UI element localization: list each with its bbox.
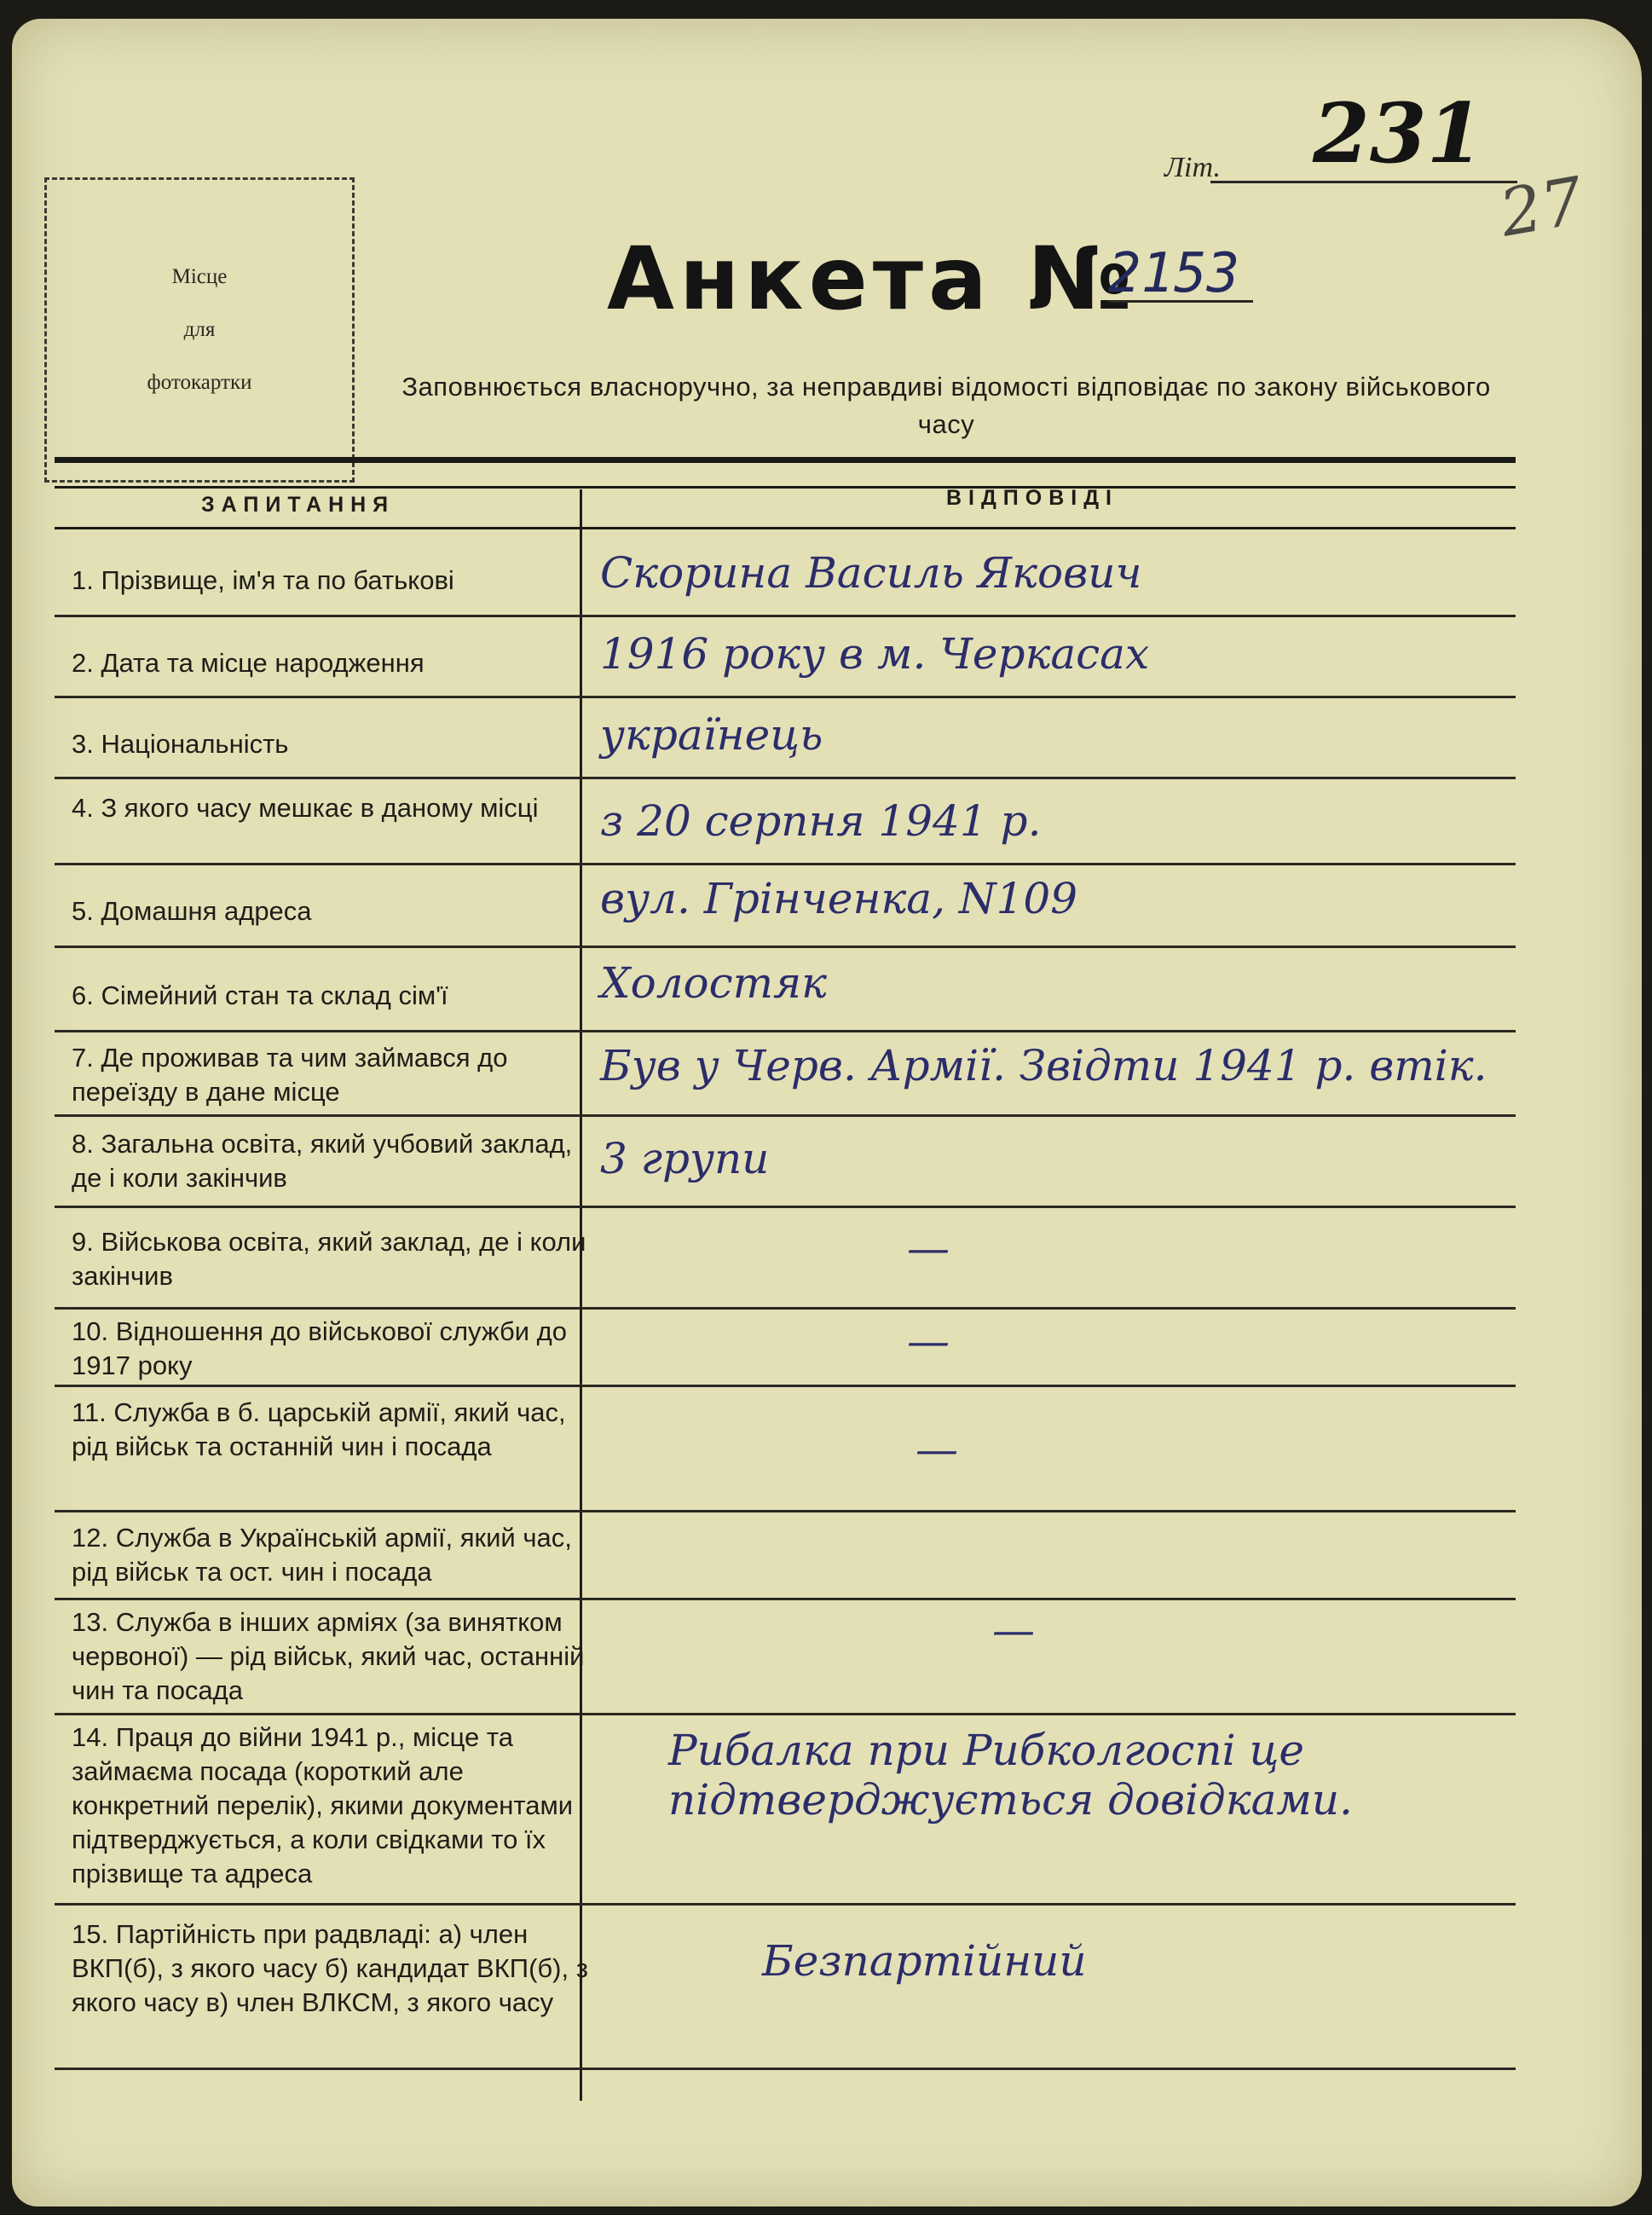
question-text: 10. Відношення до військової служби до 1917 року xyxy=(72,1316,568,1380)
answer-text: — xyxy=(992,1605,1035,1655)
table-row xyxy=(55,1208,1516,1310)
answers-column-header: ВІДПОВІДІ xyxy=(946,486,1118,510)
answer-text: Безпартійний xyxy=(762,1936,1087,1986)
form-number: 2153 xyxy=(1108,242,1240,305)
photo-placeholder xyxy=(44,177,355,483)
page-number: 27 xyxy=(1494,162,1589,252)
table-row xyxy=(55,698,1516,779)
photo-label-1: Місце xyxy=(171,265,228,288)
question-text: 12. Служба в Українській армії, який час, рід військ та ост. чин і посада xyxy=(72,1523,572,1587)
question-text: 8. Загальна освіта, який учбовий заклад, де і коли закінчив xyxy=(72,1129,573,1193)
answer-text: Холостяк xyxy=(600,958,828,1008)
header-thick-rule xyxy=(55,457,1516,463)
table-row xyxy=(55,1387,1516,1512)
table-row xyxy=(55,1117,1516,1208)
question-text: 1. Прізвище, ім'я та по батькові xyxy=(72,565,454,595)
table-row xyxy=(55,779,1516,865)
photo-label-2: для xyxy=(183,318,216,341)
lit-label: Літ. xyxy=(1164,152,1221,183)
question-text: 14. Праця до війни 1941 р., місце та займаєма посада (короткий але конкретний перелік), якими документами підтверджується, а коли свідками то їх прізвище та адреса xyxy=(72,1722,574,1888)
answer-text: Скорина Василь Якович xyxy=(600,548,1142,598)
question-text: 11. Служба в б. царській армії, який час, рід військ та останній чин і посада xyxy=(72,1397,566,1461)
form-subtitle: Заповнюється власноручно, за неправдиві відомості відповідає по закону військового часу xyxy=(401,372,1491,439)
answer-text: — xyxy=(907,1223,950,1273)
table-row xyxy=(55,1512,1516,1600)
photo-label-3: фотокартки xyxy=(147,371,252,394)
question-text: 6. Сімейний стан та склад сім'ї xyxy=(72,980,448,1010)
question-text: 7. Де проживав та чим займався до переїзду в дане місце xyxy=(72,1043,508,1107)
questions-column-header: ЗАПИТАННЯ xyxy=(201,493,396,517)
answer-text: з 20 серпня 1941 р. xyxy=(600,796,1042,846)
lit-number: 231 xyxy=(1313,85,1484,182)
question-text: 2. Дата та місце народження xyxy=(72,648,425,678)
header-thin-rule xyxy=(55,486,1516,489)
question-text: 15. Партійність при радвладі: а) член ВКП(б), з якого часу б) кандидат ВКП(б), з якого часу в) член ВЛКСМ, з якого часу xyxy=(72,1919,588,2017)
question-text: 9. Військова освіта, який заклад, де і коли закінчив xyxy=(72,1227,586,1291)
form-number-underline xyxy=(1108,300,1253,303)
answer-text: Рибалка при Рибколгоспі це підтверджується довідками. xyxy=(668,1726,1353,1825)
answer-text: 3 групи xyxy=(600,1134,770,1183)
table-row xyxy=(55,865,1516,948)
question-text: 5. Домашня адреса xyxy=(72,896,312,926)
question-text: 13. Служба в інших арміях (за винятком червоної) — рід військ, який час, останній чин та посада xyxy=(72,1607,585,1705)
table-row xyxy=(55,948,1516,1032)
table-row xyxy=(55,1715,1516,1906)
answer-text: — xyxy=(907,1316,950,1366)
table-row xyxy=(55,1310,1516,1387)
form-title: Анкета № xyxy=(607,228,1137,330)
table-row xyxy=(55,1032,1516,1117)
question-text: 3. Національність xyxy=(72,729,289,759)
answer-text: 1916 року в м. Черкасах xyxy=(600,629,1150,679)
table-row xyxy=(55,1600,1516,1715)
answer-text: українець xyxy=(600,710,823,760)
answer-text: вул. Грінченка, N109 xyxy=(600,874,1078,923)
table-row xyxy=(55,529,1516,617)
answer-text: — xyxy=(916,1425,958,1474)
question-text: 4. З якого часу мешкає в даному місці xyxy=(72,793,539,823)
answer-text: Був у Черв. Армії. Звідти 1941 р. втік. xyxy=(600,1041,1487,1090)
table-row xyxy=(55,617,1516,698)
table-row xyxy=(55,1906,1516,2070)
